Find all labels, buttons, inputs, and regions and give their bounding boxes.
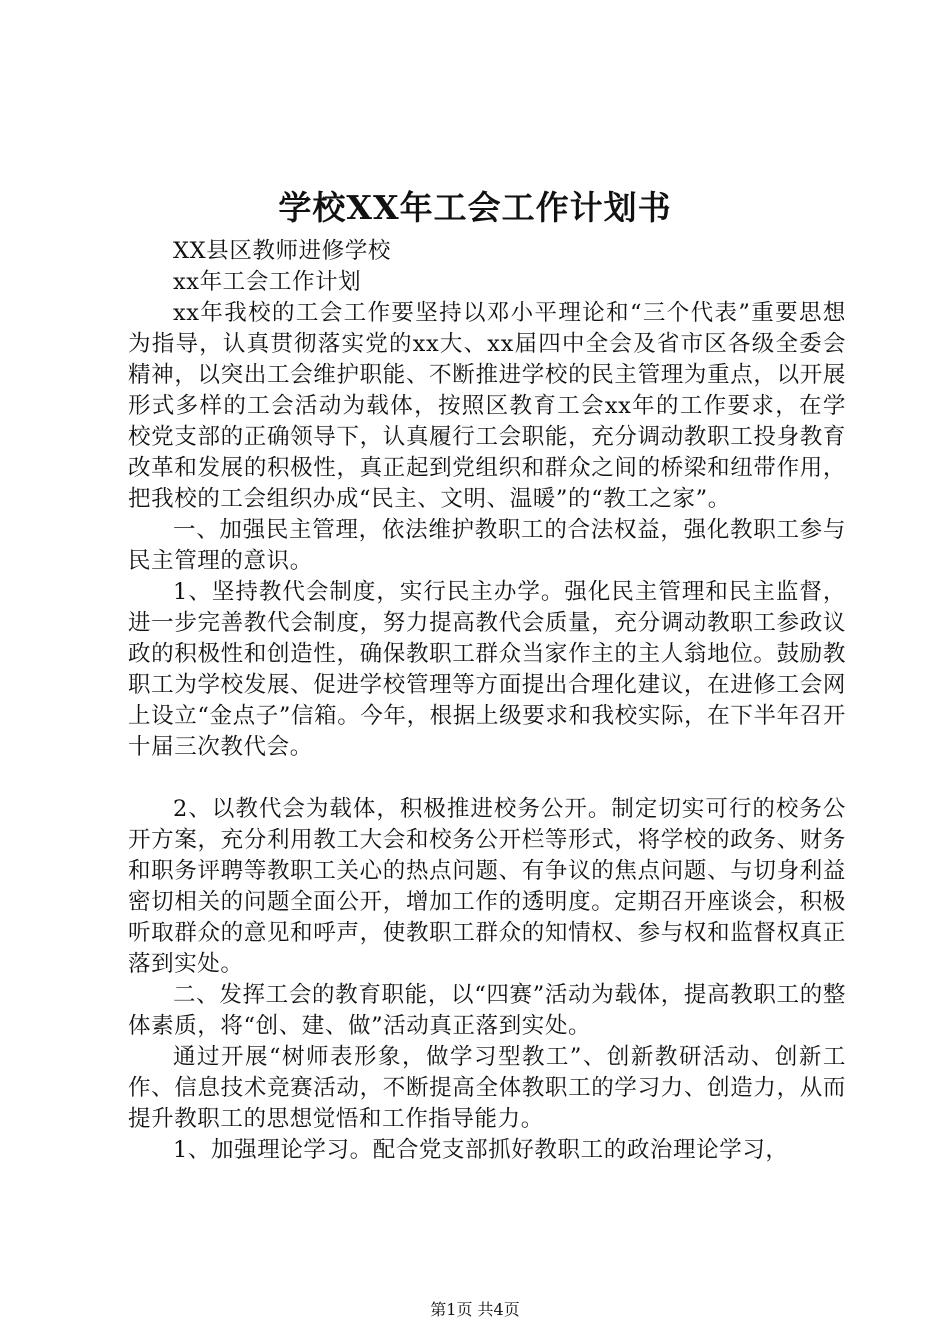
paragraph-plan-heading: xx年工会工作计划: [173, 269, 362, 295]
paragraph-intro: xx年我校的工会工作要坚持以邓小平理论和“三个代表”重要思想为指导，认真贯彻落实党的xx大、xx届四中全会及省市区各级全委会精神，以突出工会维护职能、不断推进学校的民主管理为重点，以开展形式多样的工会活动为载体，按照区教育工会xx年的工作要求，在学校党支部的正确领导下，认真履行工会职能，充分调动教职工投身教育改革和发展的积极性，真正起到党组织和群众之间的桥梁和纽带作用，把我校的工会组织办成“民主、文明、温暖”的“教工之家”。: [128, 300, 846, 512]
paragraph-item-2-1: 1、加强理论学习。配合党支部抓好教职工的政治理论学习，: [173, 1137, 789, 1163]
document-title: 学校XX年工会工作计划书: [278, 188, 672, 227]
page-number-footer: 第1页 共4页: [430, 1300, 520, 1319]
paragraph-section-1-heading: 一、加强民主管理，依法维护教职工的合法权益，强化教职工参与民主管理的意识。: [128, 517, 846, 574]
paragraph-section-2-heading: 二、发挥工会的教育职能，以“四赛”活动为载体，提高教职工的整体素质，将“创、建、做”活动真正落到实处。: [128, 982, 846, 1039]
document-body: [128, 236, 846, 1166]
paragraph-item-1-2: 2、以教代会为载体，积极推进校务公开。制定切实可行的校务公开方案，充分利用教工大会和校务公开栏等形式，将学校的政务、财务和职务评聘等教职工关心的热点问题、有争议的焦点问题、与切身利益密切相关的问题全面公开，增加工作的透明度。定期召开座谈会，积极听取群众的意见和呼声，使教职工群众的知情权、参与权和监督权真正落到实处。: [128, 796, 846, 977]
paragraph-item-1-1: 1、坚持教代会制度，实行民主办学。强化民主管理和民主监督，进一步完善教代会制度，努力提高教代会质量，充分调动教职工参政议政的积极性和创造性，确保教职工群众当家作主的主人翁地位。鼓励教职工为学校发展、促进学校管理等方面提出合理化建议，在进修工会网上设立“金点子”信箱。今年，根据上级要求和我校实际，在下半年召开十届三次教代会。: [128, 579, 846, 760]
paragraph-section-2-intro: 通过开展“树师表形象，做学习型教工”、创新教研活动、创新工作、信息技术竞赛活动，不断提高全体教职工的学习力、创造力，从而提升教职工的思想觉悟和工作指导能力。: [128, 1044, 846, 1132]
paragraph-school-name: XX县区教师进修学校: [173, 238, 392, 264]
